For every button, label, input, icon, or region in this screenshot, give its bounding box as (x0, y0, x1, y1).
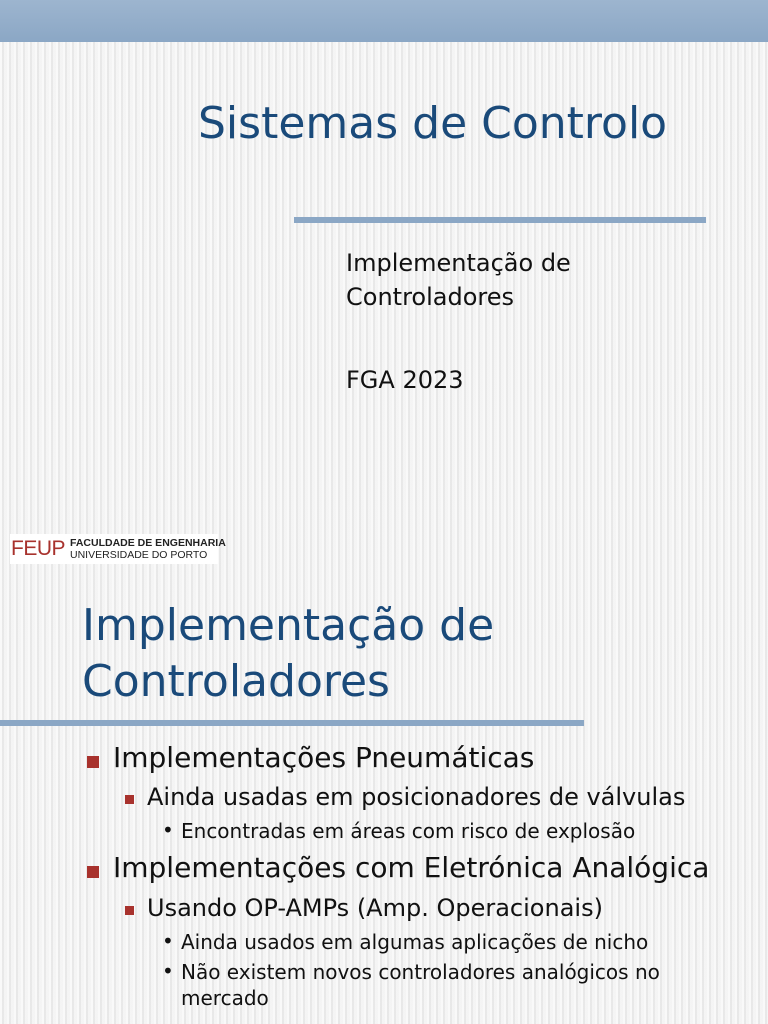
logo-mark: FEUP (11, 537, 66, 560)
square-bullet-icon (87, 756, 99, 768)
subtitle-line-1: Implementação de (346, 249, 571, 277)
slide-title-line-1: Implementação de (82, 600, 495, 651)
dot-bullet-icon: • (162, 929, 174, 953)
logo-line-2: UNIVERSIDADE DO PORTO (70, 549, 208, 561)
dot-bullet-icon: • (162, 818, 174, 842)
bullet-level-3: Encontradas em áreas com risco de explosão (181, 819, 636, 843)
logo-text (70, 537, 226, 561)
logo-line-1: FACULDADE DE ENGENHARIA (70, 537, 226, 549)
title-rule (294, 217, 706, 223)
subtitle-line-2: Controladores (346, 283, 514, 311)
bullet-level-3: Não existem novos controladores analógicos no (181, 960, 660, 984)
subtitle (346, 246, 571, 314)
dot-bullet-icon: • (162, 959, 174, 983)
square-bullet-icon (125, 906, 134, 915)
slide-title-line-2: Controladores (82, 656, 390, 707)
title-rule (0, 720, 584, 726)
bullet-level-2: Ainda usadas em posicionadores de válvulas (147, 783, 686, 811)
bullet-level-3: Ainda usados em algumas aplicações de nicho (181, 930, 649, 954)
slide-title: Sistemas de Controlo (198, 98, 668, 149)
slide-title (82, 598, 494, 710)
square-bullet-icon (87, 866, 99, 878)
square-bullet-icon (125, 795, 134, 804)
bullet-level-1: Implementações com Eletrónica Analógica (113, 851, 710, 884)
bullet-level-3-continuation: mercado (181, 986, 269, 1010)
top-band (0, 0, 768, 42)
bullet-level-2: Usando OP-AMPs (Amp. Operacionais) (147, 894, 603, 922)
feup-logo (10, 534, 226, 564)
date-label: FGA 2023 (346, 366, 464, 394)
content-slide (0, 576, 768, 1024)
bullet-level-1: Implementações Pneumáticas (113, 741, 535, 774)
